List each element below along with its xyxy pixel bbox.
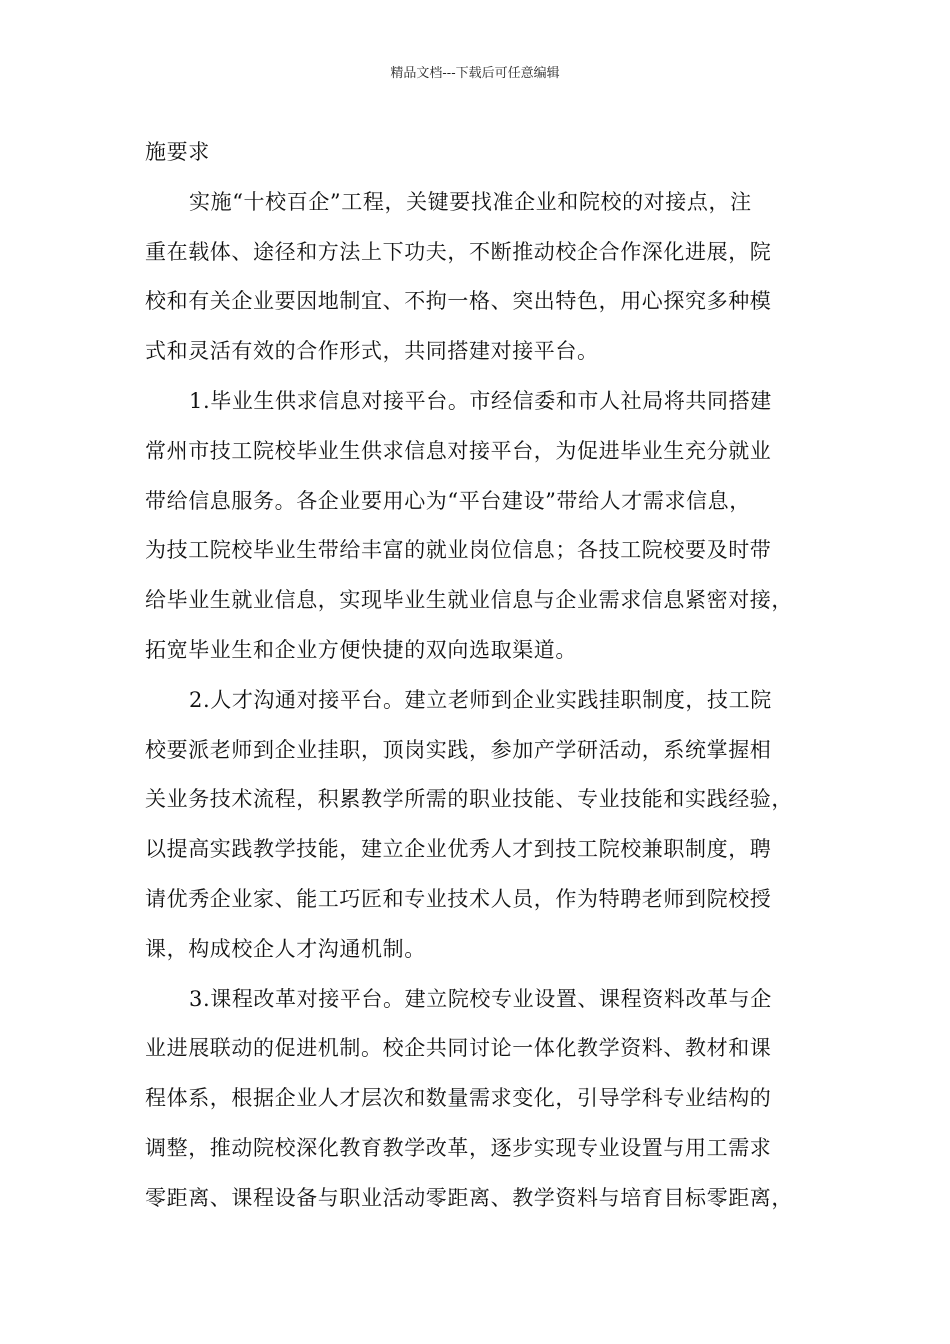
text-line: 调整，推动院校深化教育教学改革，逐步实现专业设置与用工需求 bbox=[145, 1135, 772, 1160]
text-line: 带给信息服务。各企业要用心为“平台建设”带给人才需求信息， bbox=[145, 488, 751, 513]
page-header: 精品文档---下载后可任意编辑 bbox=[390, 66, 560, 81]
document-body bbox=[145, 128, 835, 1224]
paragraph-first-line: 实施“十校百企”工程，关键要找准企业和院校的对接点，注 bbox=[189, 189, 752, 214]
text-line: 零距离、课程设备与职业活动零距离、教学资料与培育目标零距离， bbox=[145, 1185, 793, 1210]
paragraph-first-line: 3.课程改革对接平台。建立院校专业设置、课程资料改革与企 bbox=[189, 986, 772, 1011]
text-line: 请优秀企业家、能工巧匠和专业技术人员，作为特聘老师到院校授 bbox=[145, 886, 772, 911]
text-line: 以提高实践教学技能，建立企业优秀人才到技工院校兼职制度，聘 bbox=[145, 837, 772, 862]
text-line: 施要求 bbox=[145, 140, 210, 164]
text-line: 校要派老师到企业挂职，顶岗实践，参加产学研活动，系统掌握相 bbox=[145, 737, 772, 762]
text-line: 校和有关企业要因地制宜、不拘一格、突出特色，用心探究多种模 bbox=[145, 289, 772, 314]
text-line: 为技工院校毕业生带给丰富的就业岗位信息；各技工院校要及时带 bbox=[145, 538, 772, 563]
text-line: 业进展联动的促进机制。校企共同讨论一体化教学资料、教材和课 bbox=[145, 1036, 772, 1061]
text-line: 拓宽毕业生和企业方便快捷的双向选取渠道。 bbox=[145, 637, 577, 662]
text-line: 关业务技术流程，积累教学所需的职业技能、专业技能和实践经验， bbox=[145, 787, 793, 812]
paragraph-first-line: 2.人才沟通对接平台。建立老师到企业实践挂职制度，技工院 bbox=[189, 687, 772, 712]
paragraph-first-line: 1.毕业生供求信息对接平台。市经信委和市人社局将共同搭建 bbox=[189, 388, 772, 413]
text-line: 常州市技工院校毕业生供求信息对接平台，为促进毕业生充分就业 bbox=[145, 438, 772, 463]
text-line: 课，构成校企人才沟通机制。 bbox=[145, 936, 426, 961]
text-line: 重在载体、途径和方法上下功夫，不断推动校企合作深化进展，院 bbox=[145, 239, 772, 264]
text-line: 式和灵活有效的合作形式，共同搭建对接平台。 bbox=[145, 339, 599, 364]
text-line: 程体系，根据企业人才层次和数量需求变化，引导学科专业结构的 bbox=[145, 1086, 772, 1111]
text-line: 给毕业生就业信息，实现毕业生就业信息与企业需求信息紧密对接， bbox=[145, 588, 793, 613]
